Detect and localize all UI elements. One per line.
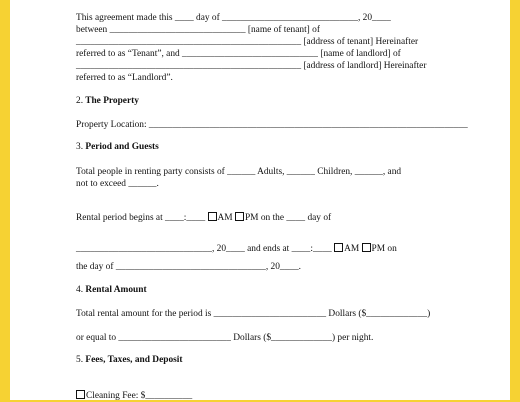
tenant-address-line: ________________________________________________ [address of tenant] Hereinafter xyxy=(76,37,419,47)
nightly-rent-line: or equal to ________________________ Dollars ($_____________) per night. xyxy=(76,333,374,343)
party-size-line: Total people in renting party consists of ______ Adults, ______ Children, ______, and xyxy=(76,167,402,177)
section-rent-heading xyxy=(76,285,147,296)
cleaning-fee-line xyxy=(76,390,192,402)
am-label: AM xyxy=(344,244,362,254)
end-time-text: _____________________________, 20____ and ends at ____:____ xyxy=(76,244,335,254)
section-number: 3. xyxy=(76,142,84,152)
section-title: The Property xyxy=(85,96,139,106)
section-period-heading xyxy=(76,142,159,153)
section-fees-heading xyxy=(76,355,183,366)
begin-am-checkbox[interactable] xyxy=(208,212,217,221)
landlord-name-line: referred to as “Tenant”, and _____________________________ [name of landlord] of xyxy=(76,49,401,59)
total-rent-line: Total rental amount for the period is ________________________ Dollars ($_____________) xyxy=(76,309,431,319)
property-location-line: Property Location: ____________________________________________________________________ xyxy=(76,120,468,130)
begin-time-text: Rental period begins at ____:____ xyxy=(76,213,208,223)
begin-pm-checkbox[interactable] xyxy=(235,212,244,221)
end-am-checkbox[interactable] xyxy=(334,243,343,252)
section-number: 4. xyxy=(76,285,84,295)
agreement-date-line: This agreement made this ____ day of _____________________________, 20____ xyxy=(76,13,391,23)
rental-begin-line xyxy=(76,212,331,224)
rental-end-line xyxy=(76,243,397,255)
cleaning-fee-text: Cleaning Fee: $__________ xyxy=(86,391,193,401)
tenant-name-line: between _____________________________ [name of tenant] of xyxy=(76,25,320,35)
end-day-line: the day of ________________________________, 20____. xyxy=(76,262,301,272)
section-property-heading xyxy=(76,96,139,107)
cleaning-fee-checkbox[interactable] xyxy=(76,390,85,399)
landlord-address-line: ________________________________________________ [address of landlord] Hereinafter xyxy=(76,61,427,71)
max-guests-line: not to exceed ______. xyxy=(76,179,159,189)
section-title: Fees, Taxes, and Deposit xyxy=(85,355,183,365)
document-page xyxy=(10,0,510,400)
section-number: 2. xyxy=(76,96,84,106)
landlord-referred-line: referred to as “Landlord”. xyxy=(76,73,173,83)
section-number: 5. xyxy=(76,355,84,365)
pm-label: PM on xyxy=(371,244,397,254)
pm-label: PM on the ____ day of xyxy=(244,213,332,223)
am-label: AM xyxy=(217,213,235,223)
section-title: Period and Guests xyxy=(85,142,159,152)
section-title: Rental Amount xyxy=(85,285,147,295)
end-pm-checkbox[interactable] xyxy=(362,243,371,252)
